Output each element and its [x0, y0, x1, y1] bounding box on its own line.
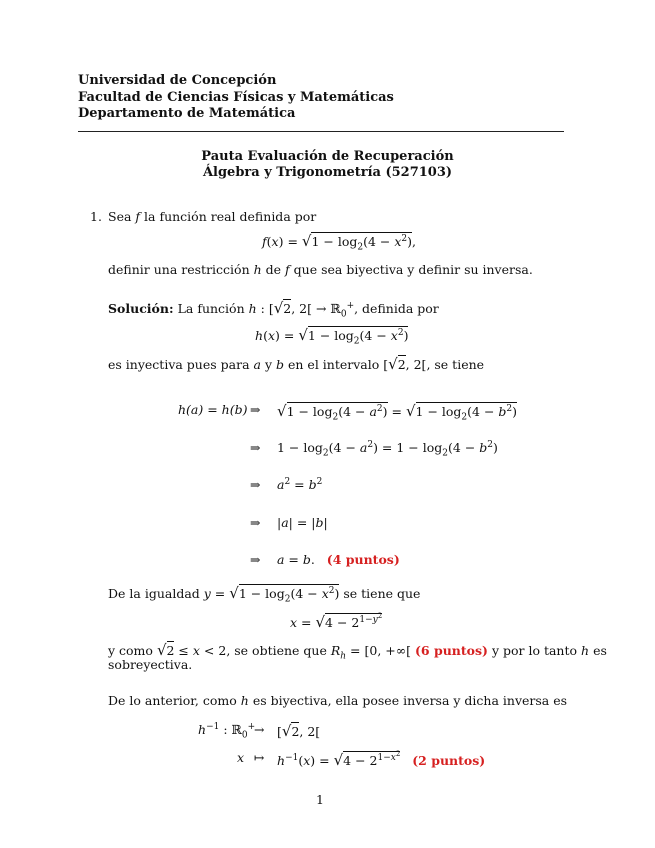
faculty-name: Facultad de Ciencias Físicas y Matemáticas	[78, 90, 394, 105]
equality-statement: De la igualdad $y = √1 - \log_2(4 - x^2)$ se tiene que	[108, 584, 421, 605]
solution-label: Solución:	[108, 301, 174, 316]
surjectivity-statement: y como √2 ≤ x < 2, se obtiene que $R_h = [0$, +∞[ (6 puntos) y por lo tanto h es	[108, 641, 607, 662]
arrow-4: ⇒	[250, 515, 261, 530]
header-rule	[78, 131, 564, 132]
title-line-1: Pauta Evaluación de Recuperación	[201, 149, 454, 164]
step-1-rhs: $√1 - \log_2(4 - a^2) = √1 - \log_2(4 - b^2)$	[277, 402, 518, 423]
x-expression: $x = √4 - 2^{1-y^2}$	[290, 612, 383, 632]
title-line-2: Álgebra y Trigonometría (527103)	[202, 165, 453, 180]
problem-task: definir una restricción h de f que sea biyectiva y definir su inversa.	[108, 262, 533, 277]
problem-statement: Sea f la función real definida por	[108, 209, 317, 224]
page-number: 1	[316, 792, 324, 807]
arrow-3: ⇒	[250, 477, 261, 492]
function-definition: $f(x) = √1 - \log_2(4 - x^2)$,	[262, 232, 417, 253]
university-name: Universidad de Concepción	[78, 73, 277, 88]
problem-number: 1.	[90, 209, 102, 224]
step-3: $a^2 = b^2$	[277, 477, 323, 493]
points-badge-6: (6 puntos)	[415, 643, 488, 658]
inverse-codomain: [√2, 2[	[277, 722, 321, 740]
step-2: $1 - \log_2(4 - a^2) = 1 - \log_2(4 - b^2)$	[277, 440, 498, 459]
arrow-2: ⇒	[250, 440, 261, 455]
mapsto-arrow: ↦	[254, 750, 265, 765]
inverse-formula: $h^{-1}(x) = √4 - 2^{1-x^2}$ (2 puntos)	[277, 750, 486, 770]
step-4: |a| = |b|	[277, 515, 328, 530]
inverse-mapping-domain: $h^{-1}$ : ℝ$_0$+	[198, 722, 256, 741]
injective-statement: es inyectiva pues para a y b en el intervalo [√2, 2[, se tiene	[108, 355, 485, 373]
department-name: Departamento de Matemática	[78, 106, 296, 121]
inverse-variable: x	[237, 750, 245, 765]
arrow-5: ⇒	[250, 552, 261, 567]
arrow-1: ⇒	[250, 402, 261, 417]
surjectivity-end: sobreyectiva.	[108, 657, 193, 672]
inverse-arrow: →	[254, 722, 265, 737]
points-badge-4: (4 puntos)	[326, 552, 400, 567]
solution-intro: Solución: La función h : [√2, 2[ → ℝ$_0$+, definida por	[108, 299, 439, 320]
inverse-statement: De lo anterior, como h es biyectiva, ella posee inversa y dicha inversa es	[108, 693, 568, 708]
step-1-lhs: h(a) = h(b)	[178, 402, 248, 417]
h-definition: $h(x) = √1 - \log_2(4 - x^2)$	[255, 326, 409, 347]
step-5: a = b. (4 puntos)	[277, 552, 400, 567]
points-badge-2: (2 puntos)	[412, 753, 486, 769]
